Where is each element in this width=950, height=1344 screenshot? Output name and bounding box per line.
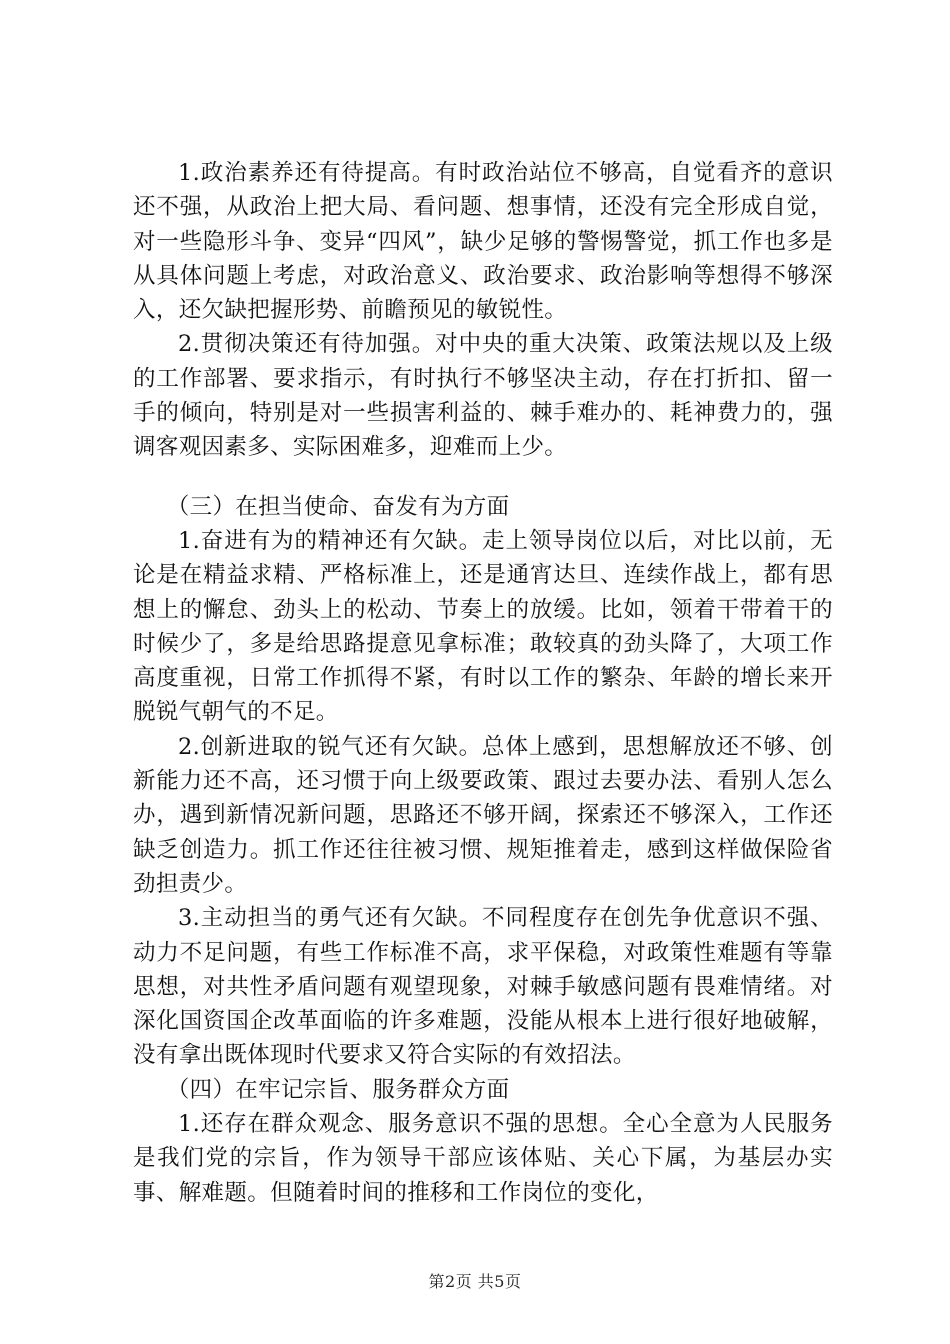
paragraph: 2.贯彻决策还有待加强。对中央的重大决策、政策法规以及上级的工作部署、要求指示，有时执行不够坚决主动，存在打折扣、留一手的倾向，特别是对一些损害利益的、棘手难办的、耗神费力的，强调客观因素多、实际困难多，迎难而上少。 [133,331,833,461]
section-heading: （三）在担当使命、奋发有为方面 [166,493,510,520]
paragraph: 1.政治素养还有待提高。有时政治站位不够高，自觉看齐的意识还不强，从政治上把大局、看问题、想事情，还没有完全形成自觉，对一些隐形斗争、变异“四风”，缺少足够的警惕警觉，抓工作也多是从具体问题上考虑，对政治意义、政治要求、政治影响等想得不够深入，还欠缺把握形势、前瞻预见的敏锐性。 [133,160,833,324]
paragraph: 1.奋进有为的精神还有欠缺。走上领导岗位以后，对比以前，无论是在精益求精、严格标准上，还是通宵达旦、连续作战上，都有思想上的懈怠、劲头上的松动、节奏上的放缓。比如，领着干带着干的时候少了，多是给思路提意见拿标准；敢较真的劲头降了，大项工作高度重视，日常工作抓得不紧，有时以工作的繁杂、年龄的增长来开脱锐气朝气的不足。 [133,527,833,726]
paragraph: 3.主动担当的勇气还有欠缺。不同程度存在创先争优意识不强、动力不足问题，有些工作标准不高，求平保稳，对政策性难题有等靠思想，对共性矛盾问题有观望现象，对棘手敏感问题有畏难情绪。对深化国资国企改革面临的许多难题，没能从根本上进行很好地破解，没有拿出既体现时代要求又符合实际的有效招法。 [133,905,833,1069]
page-number-footer: 第2页 共5页 [428,1272,522,1291]
document-body [133,156,833,1210]
section-heading: （四）在牢记宗旨、服务群众方面 [166,1076,510,1103]
section-gap [133,465,833,490]
paragraph: 1.还存在群众观念、服务意识不强的思想。全心全意为人民服务是我们党的宗旨，作为领导干部应该体贴、关心下属，为基层办实事、解难题。但随着时间的推移和工作岗位的变化， [133,1111,833,1206]
paragraph: 2.创新进取的锐气还有欠缺。总体上感到，思想解放还不够、创新能力还不高，还习惯于向上级要政策、跟过去要办法、看别人怎么办，遇到新情况新问题，思路还不够开阔，探索还不够深入，工作还缺乏创造力。抓工作还往往被习惯、规矩推着走，感到这样做保险省劲担责少。 [133,733,833,897]
